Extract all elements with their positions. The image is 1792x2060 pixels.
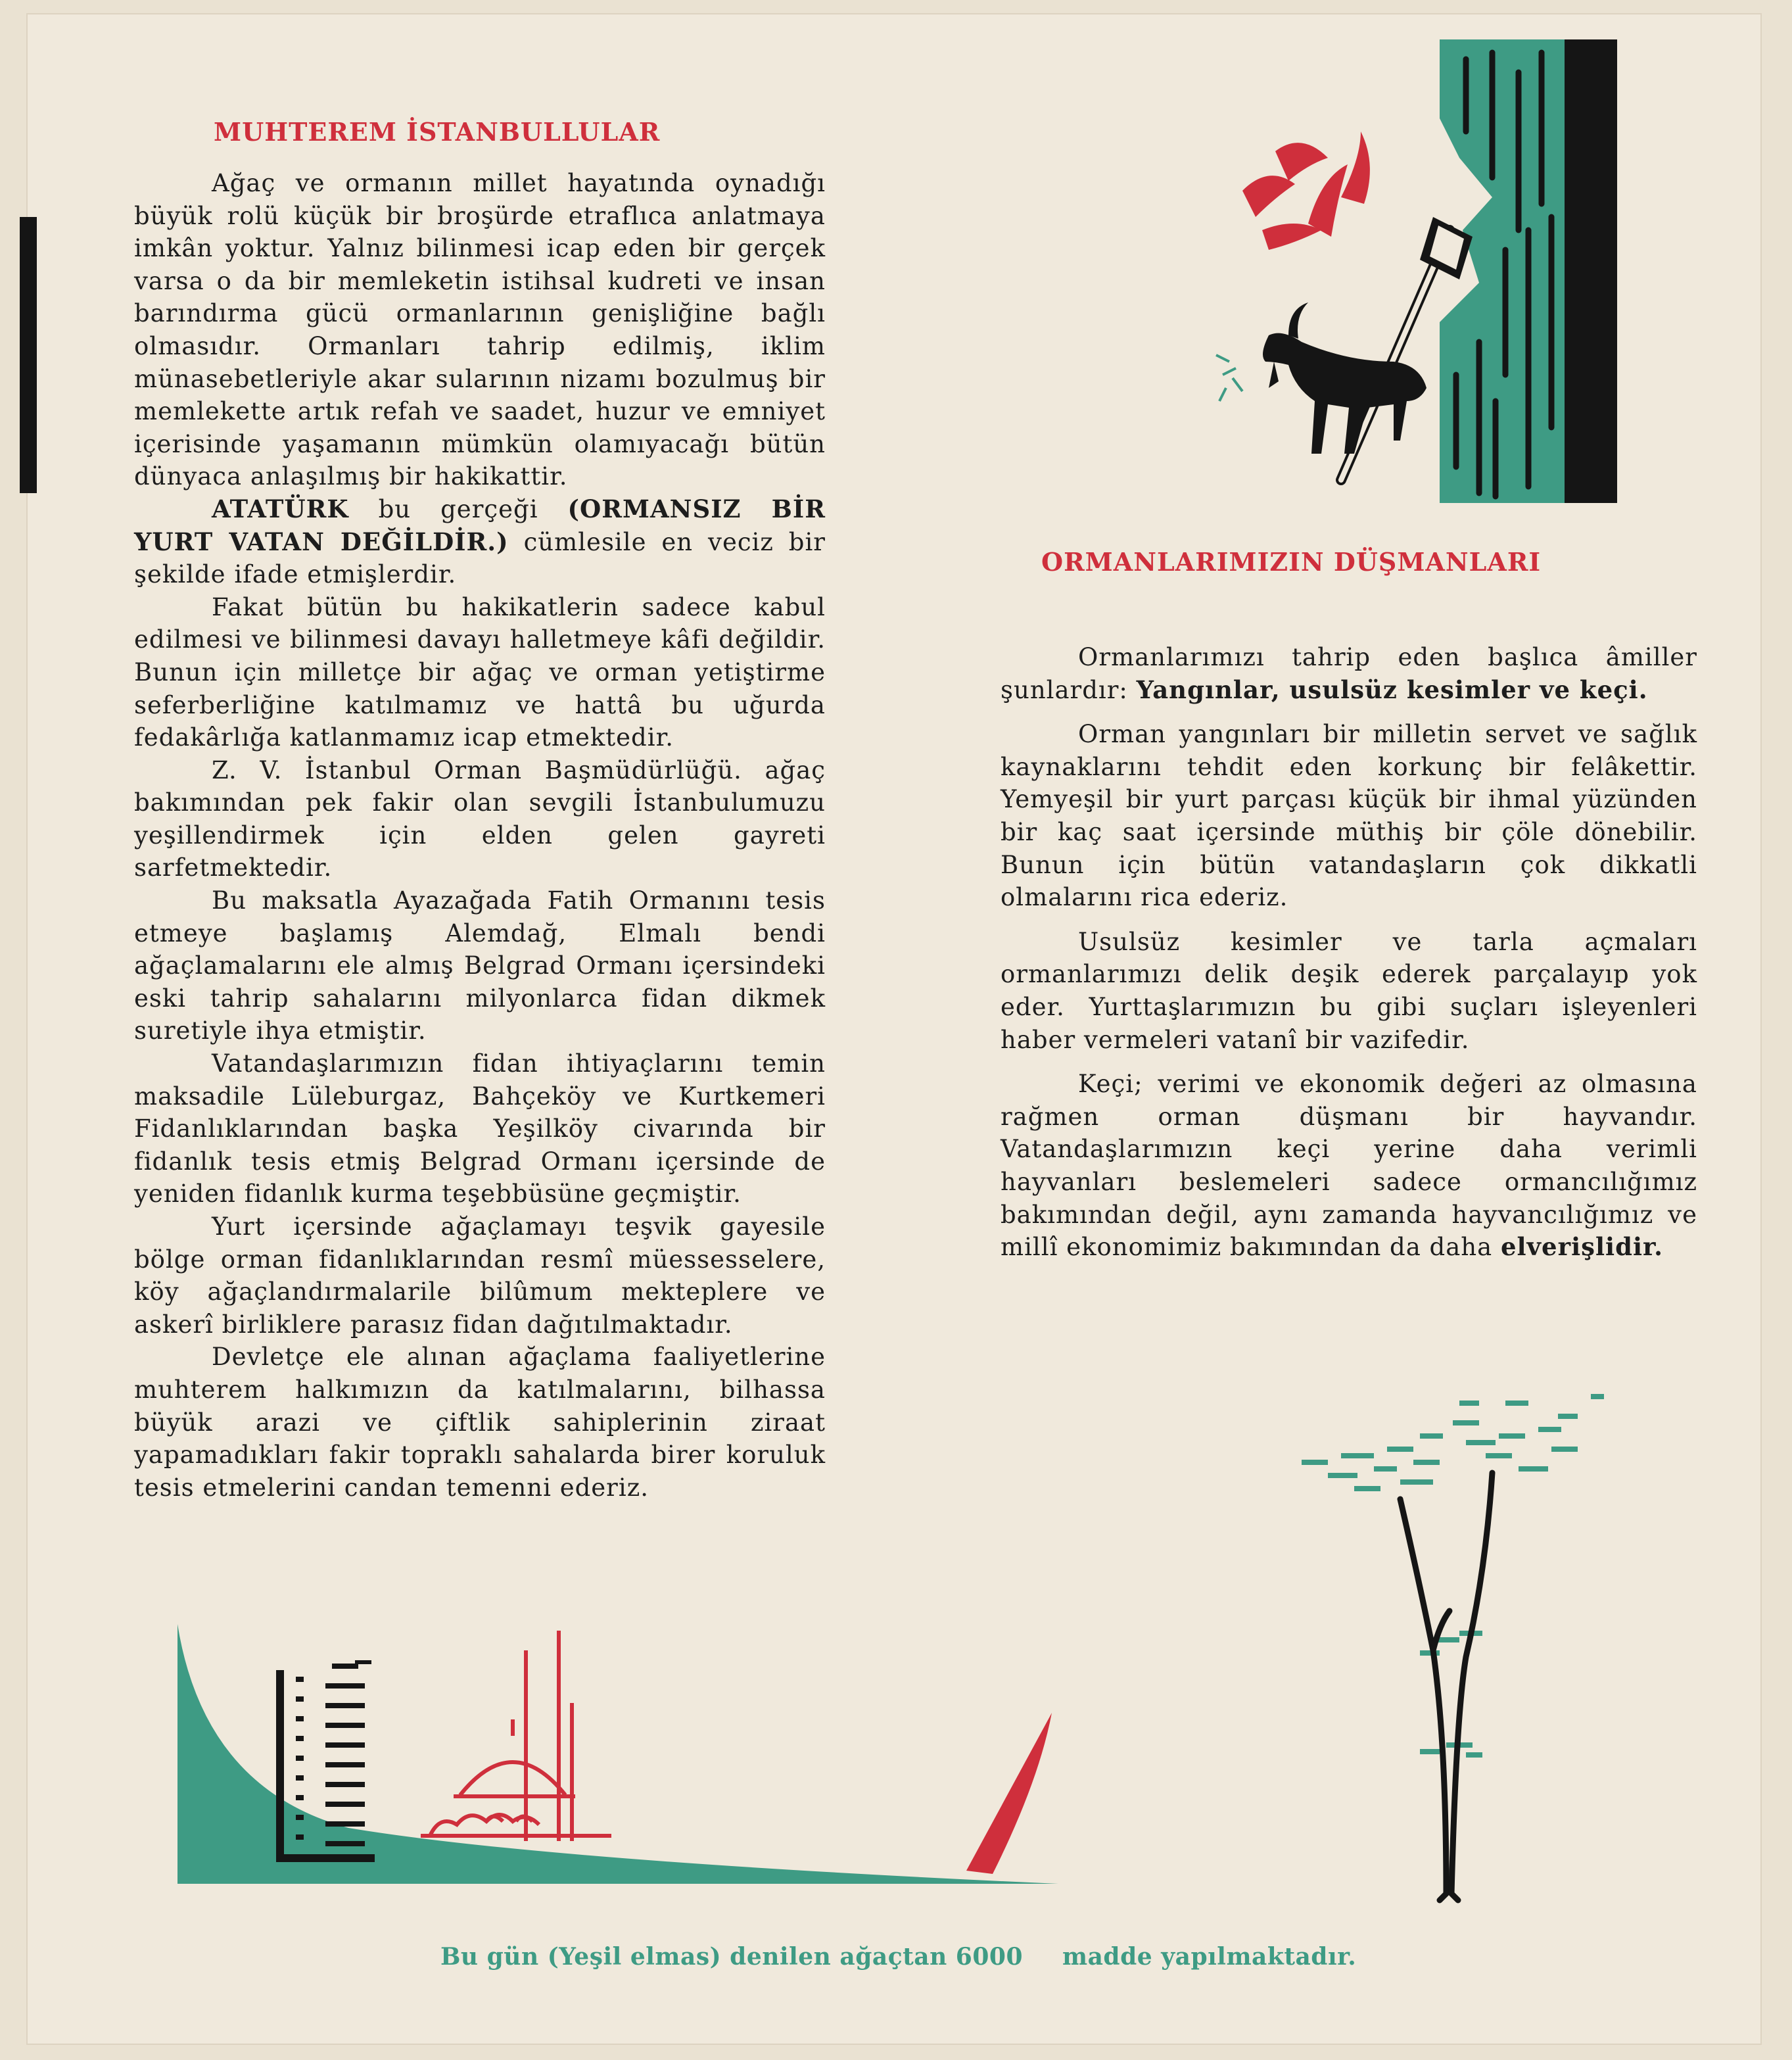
ataturk-quote: (ORMANSIZ BİR YURT VATAN DEĞİLDİR.) [134, 494, 826, 556]
left-paragraph-2 [134, 493, 826, 591]
left-paragraph-4: Z. V. İstanbul Orman Başmüdürlüğü. ağaç bakımından pek fakir olan sevgili İstanbulumuzu yeşillendirmek için elden gelen gayreti sarfetmektedir. [134, 755, 826, 882]
green-hill [177, 1624, 1058, 1884]
mosque-icon [421, 1631, 611, 1841]
right-paragraph-4-bold: elverişlidir. [1500, 1232, 1663, 1262]
right-paragraph-4 [1001, 1068, 1697, 1264]
goat-icon [1263, 302, 1427, 454]
istanbul-skyline-mosque-illustration [177, 1624, 1072, 1900]
binding-edge-mark [20, 217, 37, 493]
right-paragraph-3: Usulsüz kesimler ve tarla açmaları ormanlarımızı delik deşik ederek parçalayıp yok eder. Yurttaşlarımızın bu gibi suçları işleyenleri haber vermeleri vatanî bir vazifedir. [1001, 927, 1697, 1054]
tree-trunk [1400, 1473, 1492, 1900]
left-paragraph-5: Bu maksatla Ayazağada Fatih Ormanını tesis etmeye başlamış Alemdağ, Elmalı bendi ağaçlamalarını ele almış Belgrad Ormanı içersindeki eski tahrip sahalarını milyonlarca fidan dikmek suretiyle ihya etmiştir. [134, 886, 826, 1045]
forest-fire-axe-goat-illustration [1196, 33, 1630, 513]
left-paragraph-1: Ağaç ve ormanın millet hayatında oynadığı büyük rolü küçük bir broşürde etraflıca anlatmaya imkân yoktur. Yalnız bilinmesi icap eden bir gerçek varsa o da bir memleketin istihsal kudreti ve insan barındırma gücü ormanlarının genişliğine bağlı olmasıdır. Ormanları tahrip edilmiş, iklim münasebetleriyle akar sularının nizamı bozulmuş bir memlekette artık refah ve saadet, huzur ve emniyet içerisinde yaşamanın mümkün olamıyacağı bütün dünyaca anlaşılmış bir hakikattir. [134, 169, 826, 491]
enemies-list: Yangınlar, usulsüz kesimler ve keçi. [1136, 675, 1648, 704]
left-paragraph-8: Devletçe ele alınan ağaçlama faaliyetlerine muhterem halkımızın da katılmalarını, bilhassa büyük arazi ve çiftlik sahiplerinin ziraat yapamadıkları fakir topraklı sahalarda birer koruluk tesis etmelerini candan temenni ederiz. [134, 1343, 826, 1502]
left-heading: MUHTEREM İSTANBULLULAR [214, 117, 661, 147]
leaf-cluster [1302, 1394, 1604, 1758]
footer-caption-part-1: Bu gün (Yeşil elmas) denilen ağaçtan 6000 [440, 1943, 1023, 1971]
footer-caption-part-2: madde yapılmaktadır. [1062, 1943, 1357, 1971]
right-column [1001, 641, 1697, 1264]
flame-icon [1242, 132, 1370, 250]
left-paragraph-2-tail: cümlesile en veciz bir şekilde ifade etmişlerdir. [134, 527, 826, 589]
footer-caption [440, 1943, 1356, 1971]
left-paragraph-3: Fakat bütün bu hakikatlerin sadece kabul edilmesi ve bilinmesi davayı halletmeye kâfi değildir. Bunun için milletçe bir ağaç ve orman yetiştirme seferberliğine katılmamız ve hattâ bu uğurda fedakârlığa katlanmamız icap etmektedir. [134, 592, 826, 752]
right-paragraph-1 [1001, 641, 1697, 706]
ataturk-name: ATATÜRK [212, 494, 349, 523]
right-paragraph-4-text: Keçi; verimi ve ekonomik değeri az olmasına rağmen orman düşmanı bir hayvandır. Vatandaşlarımızın keçi yerine daha verimli hayvanları beslemeleri sadece ormancılığımız bakımından değil, aynı zamanda hayvancılığımız ve millî ekonomimiz bakımından da daha [1001, 1070, 1697, 1262]
right-paragraph-1-text: Ormanlarımızı tahrip eden başlıca âmiller şunlardır: [1001, 643, 1697, 704]
right-paragraph-2: Orman yangınları bir milletin servet ve sağlık kaynaklarını tehdit eden korkunç bir felâkettir. Yemyeşil bir yurt parçası küçük bir ihmal yüzünden bir kaç saat içersinde müthiş bir çöle dönebilir. Bunun için bütün vatandaşların çok dikkatli olmalarını rica ederiz. [1001, 720, 1697, 912]
left-column [134, 167, 826, 1504]
left-paragraph-2-mid: bu gerçeği [348, 494, 568, 523]
red-wedge [966, 1713, 1052, 1874]
left-paragraph-6: Vatandaşlarımızın fidan ihtiyaçlarını temin maksadile Lüleburgaz, Bahçeköy ve Kurtkemeri Fidanlıklarından başka Yeşilköy civarında bir fidanlık tesis etmiş Belgrad Ormanı içersinde de yeniden fidanlık kurma teşebbüsüne geçmiştir. [134, 1049, 826, 1209]
young-tree-illustration [1288, 1374, 1657, 1913]
right-heading: ORMANLARIMIZIN DÜŞMANLARI [1041, 547, 1542, 577]
left-paragraph-7: Yurt içersinde ağaçlamayı teşvik gayesile bölge orman fidanlıklarından resmî müessesselere, köy ağaçlandırmalarile bilûmum mekteplere ve askerî birliklere parasız fidan dağıtılmaktadır. [134, 1212, 826, 1339]
